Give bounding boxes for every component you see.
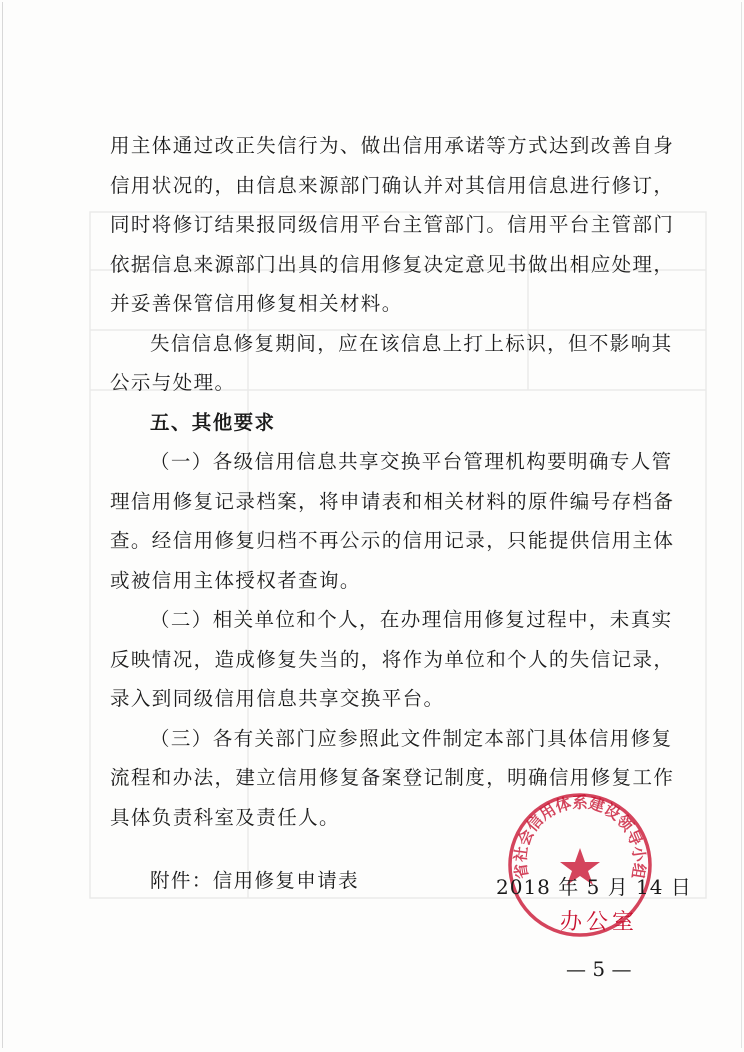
text-line: 或被信用主体授权者查询。 (110, 568, 361, 592)
paragraph (110, 600, 675, 719)
text-line: 并妥善保管信用修复相关材料。 (110, 292, 403, 315)
text-line: （二）相关单位和个人，在办理信用修复过程中，未真实 (150, 608, 673, 631)
text-line: 流程和办法，建立信用修复备案登记制度，明确信用修复工作 (110, 766, 675, 789)
page-number: — 5 — (566, 957, 632, 981)
text-line: 用主体通过改正失信行为、做出信用承诺等方式达到改善自身 (110, 134, 675, 157)
body-text (110, 126, 675, 901)
text-line: （一）各级信用信息共享交换平台管理机构要明确专人管 (150, 450, 673, 473)
paragraph (110, 442, 675, 600)
issuing-office: 办公室 (560, 910, 639, 935)
seal-text: 省社会信用体系建设领导小组 (511, 793, 649, 881)
text-line: 公示与处理。 (110, 371, 236, 394)
text-line: （三）各有关部门应参照此文件制定本部门具体信用修复 (150, 726, 673, 750)
text-line: 同时将修订结果报同级信用平台主管部门。信用平台主管部门 (110, 213, 675, 236)
text-line: 失信信息修复期间，应在该信息上打上标识，但不影响其 (150, 331, 673, 355)
text-line: 具体负责科室及责任人。 (110, 805, 340, 829)
text-line: 信用状况的，由信息来源部门确认并对其信用信息进行修订， (110, 173, 675, 197)
attachment-line: 附件：信用修复申请表 (150, 869, 360, 892)
paragraph (110, 324, 673, 403)
text-line: 查。经信用修复归档不再公示的信用记录，只能提供信用主体 (110, 529, 675, 552)
text-line: 依据信息来源部门出具的信用修复决定意见书做出相应处理， (110, 252, 675, 276)
paragraph (110, 126, 675, 324)
text-line: 五、其他要求 (150, 410, 276, 434)
text-line: 理信用修复记录档案，将申请表和相关材料的原件编号存档备 (110, 489, 675, 513)
document-date: 2018 年 5 月 14 日 (496, 875, 692, 899)
text-line: 反映情况，造成修复失当的，将作为单位和个人的失信记录， (110, 647, 675, 671)
section-heading (110, 403, 658, 443)
text-line: 录入到同级信用信息共享交换平台。 (110, 687, 445, 710)
